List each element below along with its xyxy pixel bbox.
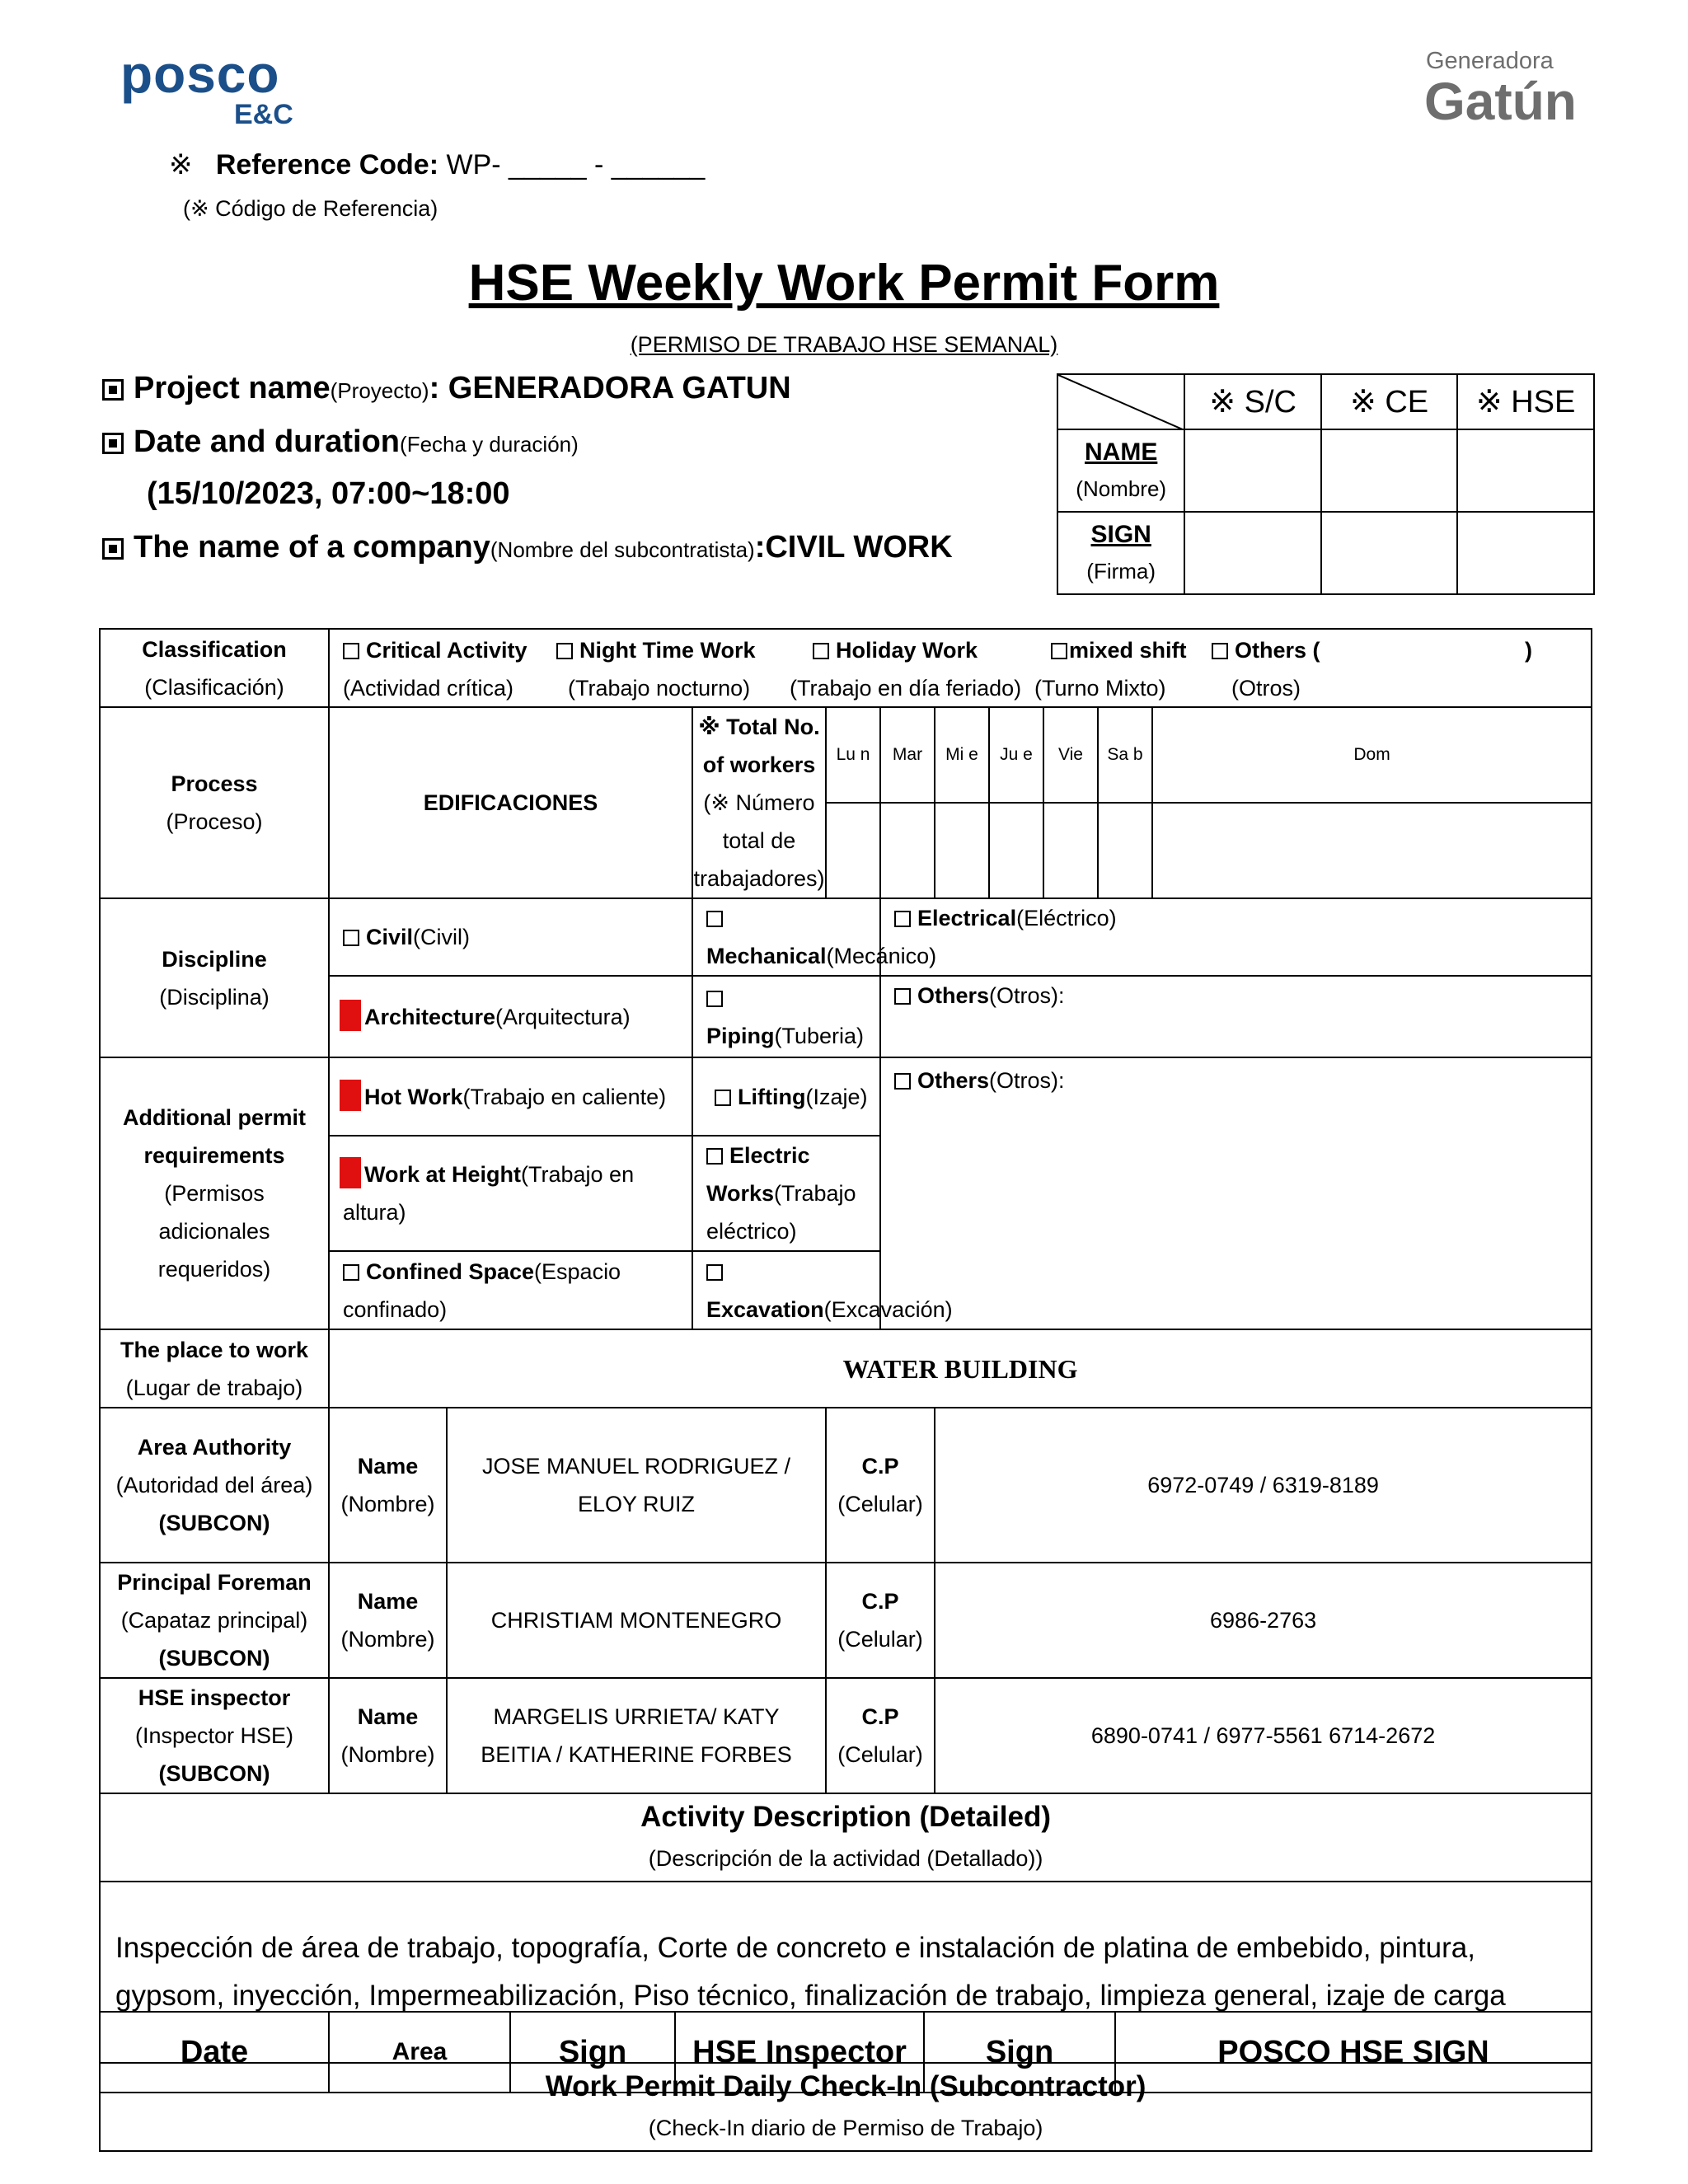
checkbox-icon[interactable] (706, 1264, 723, 1281)
cp-label: C.P (Celular) (826, 1678, 935, 1793)
posco-logo (120, 45, 293, 130)
activity-header: Activity Description (Detailed) (Descripción de la actividad (Detallado)) (100, 1793, 1592, 1882)
day-thu: Ju e (989, 707, 1043, 803)
checkbox-icon[interactable] (343, 1264, 359, 1281)
additional-others-option[interactable]: Others(Otros): (880, 1057, 1592, 1329)
reference-code (169, 148, 705, 181)
others-close: ) (1525, 638, 1532, 663)
date-line: Date and duration(Fecha y duración) (102, 424, 579, 460)
day-sun: Dom (1152, 707, 1592, 803)
work-at-height-option[interactable]: Work at Height(Trabajo en altura) (329, 1136, 692, 1251)
posco-logo-word: posco (120, 45, 280, 104)
checkbox-icon[interactable] (894, 911, 911, 927)
mechanical-option[interactable]: Mechanical(Mecánico) (692, 898, 880, 976)
activity-description[interactable]: Inspección de área de trabajo, topografía, Corte de concreto e instalación de platina de embebido, pintura, gypsom, inyección, Impermeabilización, Piso técnico, finalización de trabajo, limpieza general, izaje de carga (100, 1882, 1592, 2063)
discipline-row-1 (100, 898, 1592, 976)
checked-mark-icon[interactable] (340, 1000, 361, 1031)
hot-work-option[interactable]: Hot Work(Trabajo en caliente) (329, 1057, 692, 1136)
hse-inspector-phone: 6890-0741 / 6977-5561 6714-2672 (935, 1678, 1592, 1793)
col-hse: ※ HSE (1457, 374, 1594, 429)
posco-logo-sub: E&C (234, 99, 293, 130)
name-label: Name (Nombre) (329, 1678, 447, 1793)
foreman-row (100, 1563, 1592, 1678)
project-line: Project name(Proyecto): GENERADORA GATUN (102, 371, 791, 406)
bullet-icon (102, 379, 124, 401)
checked-mark-icon[interactable] (340, 1157, 361, 1188)
checkin-col-sign-2: Sign (924, 2012, 1115, 2093)
ce-sign-field[interactable] (1321, 512, 1457, 594)
sc-name-field[interactable] (1184, 429, 1321, 512)
bullet-icon (102, 538, 124, 560)
hse-sign-field[interactable] (1457, 512, 1594, 594)
hse-name-field[interactable] (1457, 429, 1594, 512)
checkbox-icon[interactable] (706, 991, 723, 1007)
fri-count[interactable] (1043, 803, 1098, 898)
lifting-option[interactable]: Lifting(Izaje) (692, 1057, 880, 1136)
checkbox-icon[interactable] (1212, 643, 1228, 659)
checkin-col-sign: Sign (510, 2012, 675, 2093)
thu-count[interactable] (989, 803, 1043, 898)
process-label: Process (Proceso) (100, 707, 329, 898)
discipline-label: Discipline (Disciplina) (100, 898, 329, 1057)
hse-inspector-label: HSE inspector (Inspector HSE) (SUBCON) (100, 1678, 329, 1793)
reference-sub: (※ Código de Referencia) (183, 196, 438, 221)
sc-sign-field[interactable] (1184, 512, 1321, 594)
foreman-name: CHRISTIAM MONTENEGRO (447, 1563, 826, 1678)
discipline-others-option[interactable]: Others(Otros): (880, 976, 1592, 1057)
day-sat: Sa b (1098, 707, 1152, 803)
process-row (100, 707, 1592, 803)
diagonal-cell (1057, 374, 1184, 429)
place-row (100, 1329, 1592, 1408)
place-value: WATER BUILDING (329, 1329, 1592, 1408)
activity-header-row (100, 1793, 1592, 1882)
area-authority-phone: 6972-0749 / 6319-8189 (935, 1408, 1592, 1563)
wed-count[interactable] (935, 803, 989, 898)
page-title: HSE Weekly Work Permit Form (468, 255, 1220, 312)
classification-label: Classification (Clasificación) (100, 629, 329, 707)
bullet-icon (102, 433, 124, 454)
night-work-option[interactable]: Night Time Work (Trabajo nocturno) (556, 631, 756, 707)
hse-inspector-name: MARGELIS URRIETA/ KATY BEITIA / KATHERINE FORBES (447, 1678, 826, 1793)
gatun-logo-word: Gatún (1424, 72, 1577, 131)
mixed-shift-option[interactable]: mixed shift (Turno Mixto) (1034, 638, 1187, 701)
checkin-col-area: Area (329, 2012, 510, 2093)
date-value: (15/10/2023, 07:00~18:00 (147, 476, 510, 511)
architecture-option[interactable]: Architecture(Arquitectura) (329, 976, 692, 1057)
ce-name-field[interactable] (1321, 429, 1457, 512)
sat-count[interactable] (1098, 803, 1152, 898)
day-mon: Lu n (826, 707, 880, 803)
sign-label-cell: SIGN (Firma) (1057, 512, 1184, 594)
day-wed: Mi e (935, 707, 989, 803)
area-authority-row (100, 1408, 1592, 1563)
checked-mark-icon[interactable] (340, 1080, 361, 1111)
piping-option[interactable]: Piping(Tuberia) (692, 976, 880, 1057)
signature-table (1057, 373, 1595, 595)
hse-inspector-row (100, 1678, 1592, 1793)
foreman-label: Principal Foreman (Capataz principal) (SUBCON) (100, 1563, 329, 1678)
gatun-logo-top: Generadora (1426, 48, 1554, 74)
foreman-phone: 6986-2763 (935, 1563, 1592, 1678)
excavation-option[interactable]: Excavation(Excavación) (692, 1251, 880, 1329)
checkbox-icon[interactable] (715, 1090, 731, 1106)
checkbox-icon[interactable] (813, 643, 829, 659)
permit-table (99, 628, 1592, 2152)
checkbox-icon[interactable] (706, 911, 723, 927)
name-label: Name (Nombre) (329, 1408, 447, 1563)
company-line: The name of a company(Nombre del subcontratista):CIVIL WORK (102, 530, 953, 565)
checkin-col-date: Date (100, 2012, 329, 2093)
holiday-work-option[interactable]: Holiday Work (Trabajo en día feriado) (790, 638, 1022, 701)
civil-option[interactable]: Civil(Civil) (329, 898, 692, 976)
cp-label: C.P (Celular) (826, 1408, 935, 1563)
additional-label: Additional permit requirements (Permisos adicionales requeridos) (100, 1057, 329, 1329)
name-label-cell: NAME (Nombre) (1057, 429, 1184, 512)
checkin-header: Work Permit Daily Check-In (Subcontractor) (Check-In diario de Permiso de Trabajo) (100, 2063, 1592, 2151)
name-label: Name (Nombre) (329, 1563, 447, 1678)
additional-row-1 (100, 1057, 1592, 1136)
checkbox-icon[interactable] (1051, 643, 1067, 659)
diagonal-line (1058, 375, 1184, 430)
reference-value: WP- _____ - ______ (446, 149, 706, 180)
classification-row (100, 629, 1592, 707)
gatun-logo (1424, 48, 1577, 129)
reference-label: Reference Code: (215, 149, 439, 180)
confined-space-option[interactable]: Confined Space(Espacio confinado) (329, 1251, 692, 1329)
checkbox-icon[interactable] (343, 643, 359, 659)
classification-options (329, 629, 1592, 707)
col-sc: ※ S/C (1184, 374, 1321, 429)
electrical-option[interactable]: Electrical(Eléctrico) (880, 898, 1592, 976)
area-authority-label: Area Authority (Autoridad del área) (SUBCON) (100, 1408, 329, 1563)
tue-count[interactable] (880, 803, 935, 898)
workers-label: ※ Total No. of workers (※ Número total de trabajadores) (692, 707, 826, 898)
cp-label: C.P (Celular) (826, 1563, 935, 1678)
critical-activity-option[interactable]: Critical Activity (Actividad crítica) (343, 638, 528, 701)
area-authority-name: JOSE MANUEL RODRIGUEZ / ELOY RUIZ (447, 1408, 826, 1563)
checkbox-icon[interactable] (894, 1073, 911, 1090)
reference-mark: ※ (169, 149, 193, 180)
checkin-table (99, 2011, 1592, 2093)
day-tue: Mar (880, 707, 935, 803)
col-ce: ※ CE (1321, 374, 1457, 429)
checkbox-icon[interactable] (343, 930, 359, 946)
sun-count[interactable] (1152, 803, 1592, 898)
place-label: The place to work (Lugar de trabajo) (100, 1329, 329, 1408)
electric-works-option[interactable]: Electric Works(Trabajo eléctrico) (692, 1136, 880, 1251)
mon-count[interactable] (826, 803, 880, 898)
checkbox-icon[interactable] (706, 1148, 723, 1165)
checkbox-icon[interactable] (556, 643, 573, 659)
checkin-col-posco-hse-sign: POSCO HSE SIGN (1115, 2012, 1592, 2093)
others-option[interactable]: Others ( (Otros) (1212, 631, 1320, 707)
day-fri: Vie (1043, 707, 1098, 803)
page-subtitle: (PERMISO DE TRABAJO HSE SEMANAL) (630, 332, 1058, 357)
checkin-col-hse-inspector: HSE Inspector (675, 2012, 924, 2093)
checkbox-icon[interactable] (894, 988, 911, 1005)
process-value: EDIFICACIONES (329, 707, 692, 898)
